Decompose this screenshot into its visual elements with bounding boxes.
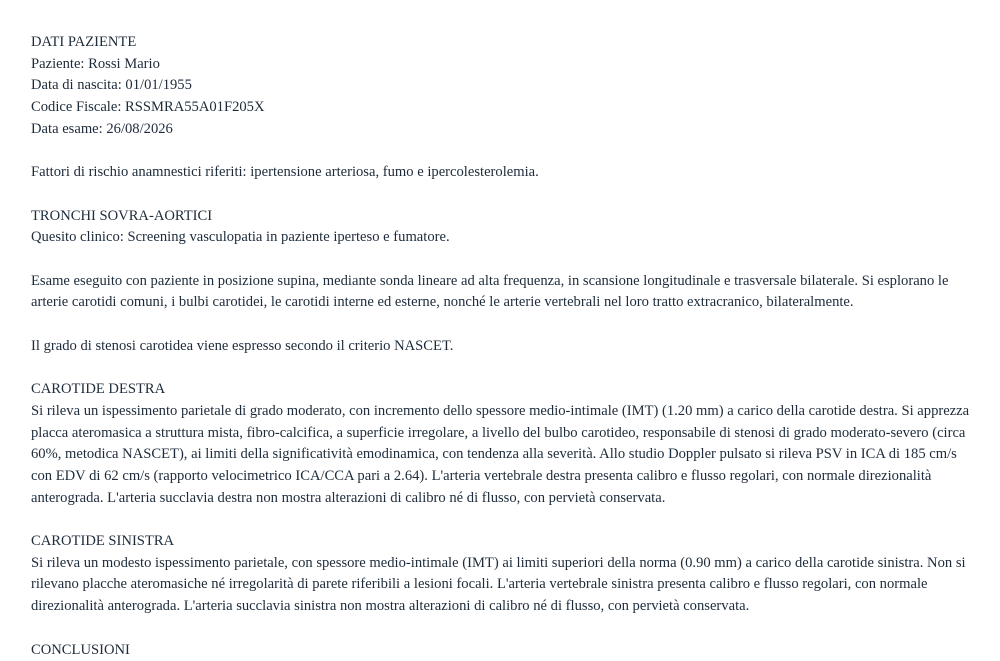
clinical-question: Quesito clinico: Screening vasculopatia in paziente iperteso e fumatore. [31, 229, 450, 246]
exam-date: Data esame: 26/08/2026 [31, 120, 173, 137]
nascet-criterion: Il grado di stenosi carotidea viene espresso secondo il criterio NASCET. [31, 337, 454, 354]
patient-fiscal-code: Codice Fiscale: RSSMRA55A01F205X [31, 99, 265, 116]
ultrasound-report [31, 32, 971, 661]
risk-factors: Fattori di rischio anamnestici riferiti: ipertensione arteriosa, fumo e ipercolesterolemia. [31, 164, 539, 181]
spacer [31, 618, 971, 640]
patient-name: Paziente: Rossi Mario [31, 55, 160, 72]
spacer [31, 314, 971, 336]
spacer [31, 509, 971, 531]
patient-data-heading: DATI PAZIENTE [31, 34, 137, 50]
exam-method: Esame eseguito con paziente in posizione supina, mediante sonda lineare ad alta frequenza, in scansione longitudinale e trasversale bilaterale. Si esplorano le arterie carotidi comuni, i bulbi carotidei, le carotidi interne ed esterne, nonché le arterie vertebrali nel loro tratto extracranico, bilateralmente. [31, 272, 949, 311]
right-carotid-findings: Si rileva un ispessimento parietale di grado moderato, con incremento dello spessore medio-intimale (IMT) (1.20 mm) a carico della carotide destra. Si apprezza placca ateromasica a struttura mista, fibro-calcifica, a superficie irregolare, a livello del bulbo carotideo, responsabile di stenosi di grado moderato-severo (circa 60%, metodica NASCET), ai limiti della significatività emodinamica, con tendenza alla severità. Allo studio Doppler pulsato si rileva PSV in ICA di 185 cm/s con EDV di 62 cm/s (rapporto velocimetrico ICA/CCA pari a 2.64). L'arteria vertebrale destra presenta calibro e flusso regolari, con normale direzionalità anterograda. L'arteria succlavia destra non mostra alterazioni di calibro né di flusso, con pervietà conservata. [31, 402, 970, 506]
spacer [31, 249, 971, 271]
tsa-heading: TRONCHI SOVRA-AORTICI [31, 207, 213, 224]
patient-birth-date: Data di nascita: 01/01/1955 [31, 77, 192, 94]
spacer [31, 141, 971, 163]
spacer [31, 357, 971, 379]
left-carotid-heading: CAROTIDE SINISTRA [31, 533, 175, 550]
left-carotid-findings: Si rileva un modesto ispessimento parietale, con spessore medio-intimale (IMT) ai limiti superiori della norma (0.90 mm) a carico della carotide sinistra. Non si rilevano placche ateromasiche né irregolarità di parete riferibili a lesioni focali. L'arteria vertebrale sinistra presenta calibro e flusso regolari, con normale direzionalità anterograda. L'arteria succlavia sinistra non mostra alterazioni di calibro né di flusso, con pervietà conservata. [31, 554, 966, 615]
right-carotid-heading: CAROTIDE DESTRA [31, 381, 166, 398]
conclusions-heading: CONCLUSIONI [31, 641, 130, 658]
spacer [31, 184, 971, 206]
